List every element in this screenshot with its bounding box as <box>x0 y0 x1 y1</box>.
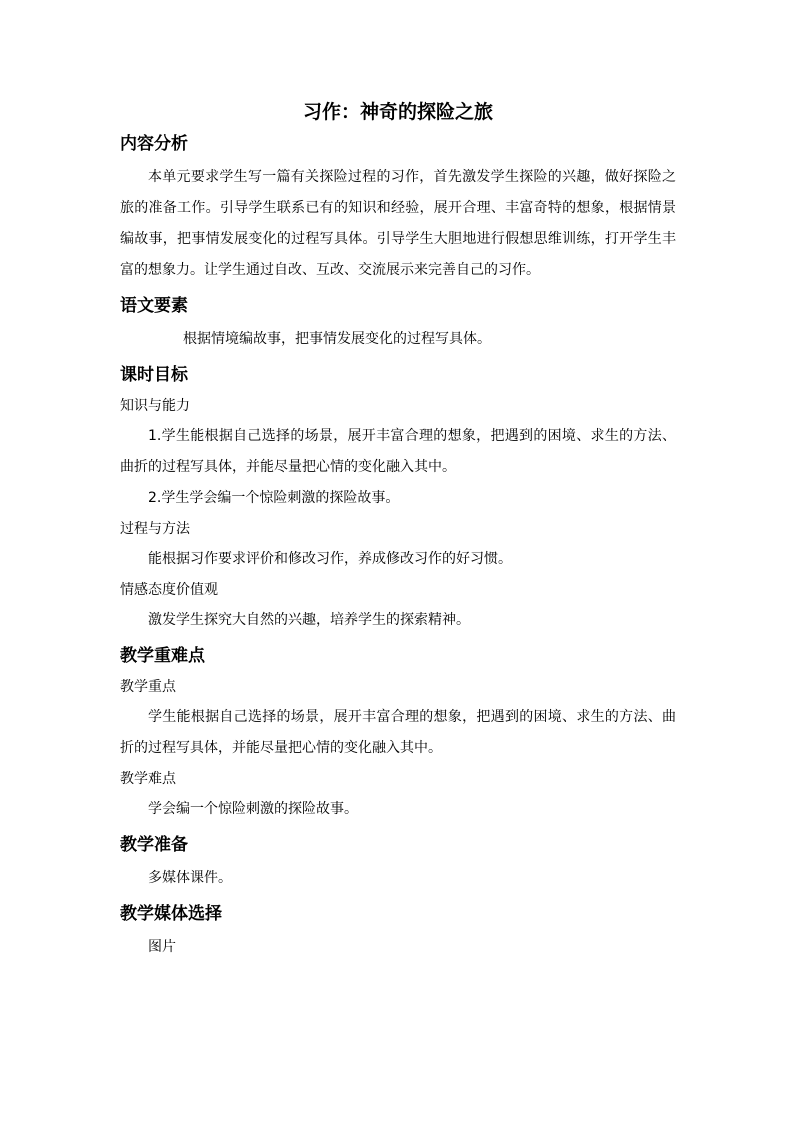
focus-text: 学生能根据自己选择的场景，展开丰富合理的想象，把遇到的困境、求生的方法、曲折的过程写具体，并能尽量把心情的变化融入其中。 <box>120 709 676 756</box>
difficulty-text: 学会编一个惊险刺激的探险故事。 <box>148 801 358 817</box>
knowledge-item-2: 2.学生学会编一个惊险刺激的探险故事。 <box>148 490 400 506</box>
document-body <box>120 96 676 963</box>
subheading-emotion: 情感态度价值观 <box>120 582 218 598</box>
heading-language-elements: 语文要素 <box>120 296 188 316</box>
heading-content-analysis: 内容分析 <box>120 134 188 154</box>
subheading-focus: 教学重点 <box>120 679 176 695</box>
heading-preparation: 教学准备 <box>120 835 188 855</box>
subheading-process: 过程与方法 <box>120 521 190 537</box>
process-text: 能根据习作要求评价和修改习作，养成修改习作的好习惯。 <box>148 551 512 567</box>
language-elements-text: 根据情境编故事，把事情发展变化的过程写具体。 <box>183 331 491 347</box>
content-analysis-text: 本单元要求学生写一篇有关探险过程的习作，首先激发学生探险的兴趣，做好探险之旅的准备工作。引导学生联系已有的知识和经验，展开合理、丰富奇特的想象，根据情景编故事，把事情发展变化的过程写具体。引导学生大胆地进行假想思维训练，打开学生丰富的想象力。让学生通过自改、互改、交流展示来完善自己的习作。 <box>120 169 676 278</box>
heading-lesson-goals: 课时目标 <box>120 365 188 385</box>
subheading-knowledge: 知识与能力 <box>120 398 190 414</box>
heading-key-points: 教学重难点 <box>120 646 205 666</box>
preparation-text: 多媒体课件。 <box>148 870 232 886</box>
document-title: 习作：神奇的探险之旅 <box>302 101 493 123</box>
heading-media: 教学媒体选择 <box>120 904 222 924</box>
subheading-difficulty: 教学难点 <box>120 771 176 787</box>
knowledge-item-1: 1.学生能根据自己选择的场景，展开丰富合理的想象，把遇到的困境、求生的方法、曲折的过程写具体，并能尽量把心情的变化融入其中。 <box>120 428 676 475</box>
media-text: 图片 <box>148 939 176 955</box>
emotion-text: 激发学生探究大自然的兴趣，培养学生的探索精神。 <box>148 612 470 628</box>
